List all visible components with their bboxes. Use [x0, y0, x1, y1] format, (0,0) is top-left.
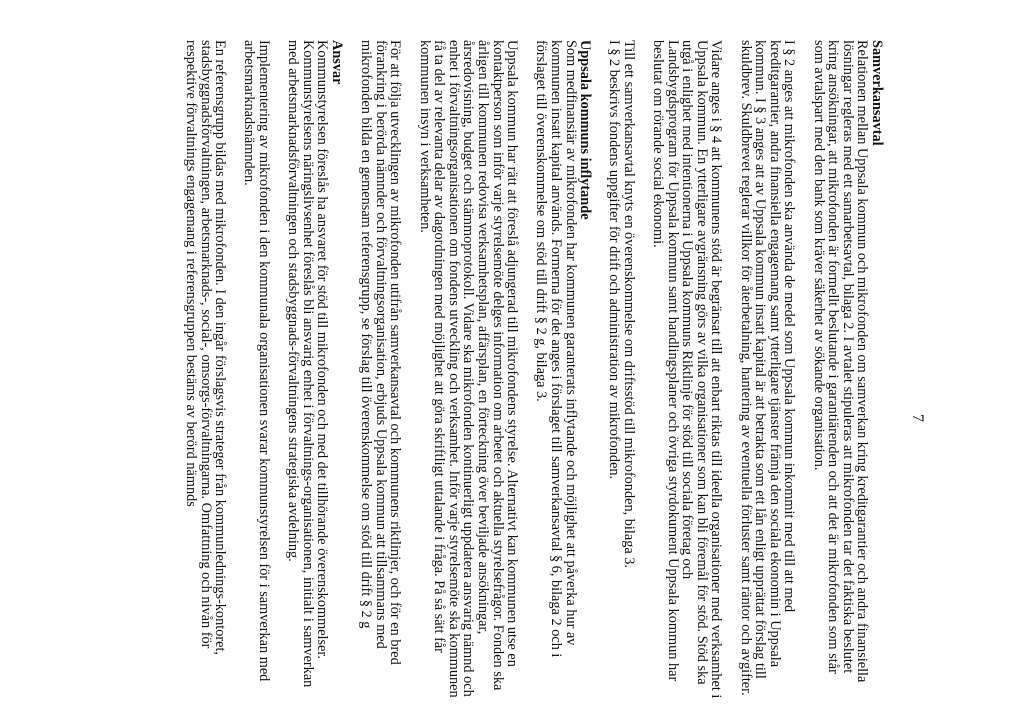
paragraph: Implementering av mikrofonden i den kommunala organisationen svarar kommunstyrelsen för i samverkan med arbetsmarknadsnämnden. — [241, 40, 273, 682]
page-number: 7 — [909, 414, 926, 422]
paragraph-text: Som medfinansiär av mikrofonden har kommunen garanterats inflytande och möjlighet att påverka hur av kommunen insatt kapital används. Formerna för det anges i förslaget till samverkansavtal § 6, bilaga 2 och i förslaget till överenskommelse om stöd till drift § 2 g, bilaga 3. — [533, 40, 579, 658]
document-body — [94, 40, 884, 700]
paragraph-text: I § 2 anges att mikrofonden ska använda de medel som Uppsala kommun inkommit med till att med kreditgarantier, andra finansiella engagemang samt ytterligare tjänster främja den sociala ekonomin i Uppsala kommun. I § 3 anges att av Uppsala kommun insatt kapital är att betrakta som ett lån enligt upprättat förslag till skuldbrev. Skuldbrevet reglerar villkor för återbetalning, hantering av eventuella förluster samt räntor och avgifter. — [737, 40, 798, 696]
heading-samverkansavtal: Samverkansavtal — [869, 40, 885, 146]
paragraph-text: Kommunstyrelsen föreslås ha ansvaret för stöd till mikrofonden och med det tillhörande överenskommelser. Kommunstyrelsens näringslivsenhet föreslås bli ansvarig enhet i förvaltnings-organisationen, initialt i samverkan med arbetsmarknadsförvaltningen och stadsbyggnads-förvaltningens strategiska avdelning. — [285, 40, 331, 688]
paragraph — [738, 40, 796, 700]
section-inflytande — [534, 40, 592, 700]
section-samverkansavtal — [811, 40, 884, 700]
heading-ansvar: Ansvar — [329, 40, 346, 85]
section-ansvar — [286, 40, 344, 700]
paragraph-text: Vidare anges i § 4 att kommunens stöd är begränsat till att enbart riktas till ideella organisationer med verksamhet i Uppsala kommun. En ytterligare avgränsning görs av vilka organisationer som kan bli föremål för stöd. Stöd ska utgå i enlighet med intentionerna i Uppsala kommuns Riktlinje för stöd till sociala företag och Landsbygdsprogram för Uppsala kommun samt handlingsplaner och övriga styrdokument Uppsala kommun har beslutat om rörande social ekonomi. — [650, 40, 725, 699]
paragraph: I § 2 beskrivs fondens uppgifter för drift och administration av mikrofonden. — [606, 40, 623, 480]
paragraph: Till ett samverkansavtal knyts en överenskommelse om driftsstöd till mikrofonden, bilaga 3. — [620, 40, 637, 568]
paragraph-text: Relationen mellan Uppsala kommun och mikrofonden om samverkan kring kreditgarantier och andra finansiella lösningar regleras med ett samarbetsavtal, bilaga 2. I avtalet stipuleras att mikrofonden tar det faktiska beslutet kring ansökningar, att mikrofonden är formellt beslutande i garantiärenden och att det är mikrofonden som står som avtalspart med den bank som kräver säkerhet av sökande organisation. — [810, 40, 871, 683]
paragraph — [651, 40, 724, 700]
heading-inflytande: Uppsala kommuns inflytande — [577, 40, 594, 220]
paragraph: En referensgrupp bildas med mikrofonden. I den ingår förslagsvis strateger från kommunlednings-kontoret, stadsbyggnadsförvaltningen, arbetsmarknads-, social-, omsorgs-förvaltningarna. Omfattning och nivån för respektive förvaltnings engagemang i referensgruppen bestäms av berörd nämnds — [183, 40, 229, 655]
paragraph: För att följa utvecklingen av mikrofonden utifrån samverkansavtal och kommunens riktlinjer, och för en bred förankring i berörda nämnder och förvaltningsorganisation, erbjuds Uppsala kommun att tillsammans med mikrofonden bilda en gemensam referensgrupp, se förslag till överenskommelse om stöd till drift § 2 g — [358, 40, 404, 665]
paragraph: Uppsala kommun har rätt att föreslå adjungerad till mikrofondens styrelse. Alternativt kan kommunen utse en kontaktperson som inför varje styrelsemöte delges information om arbetet och aktuella styrelsefrågor. Fonden ska årligen till kommunen redovisa verksamhetsplan, affärsplan, en förteckning över beviljade ansökningar, årsredovisning, budget och stämmoprotokoll. Vidare ska mikrofonden kontinuerligt uppdatera ansvarig nämnd och enhet i förvaltningsorganisationen om fondens utveckling och verksamhet. Inför varje styrelsemöte ska kommunen få ta del av relevanta delar av dagordningen med möjlighet att göra skriftligt uttalande i fråga. På så sätt får kommunen insyn i verksamheten. — [416, 40, 521, 698]
